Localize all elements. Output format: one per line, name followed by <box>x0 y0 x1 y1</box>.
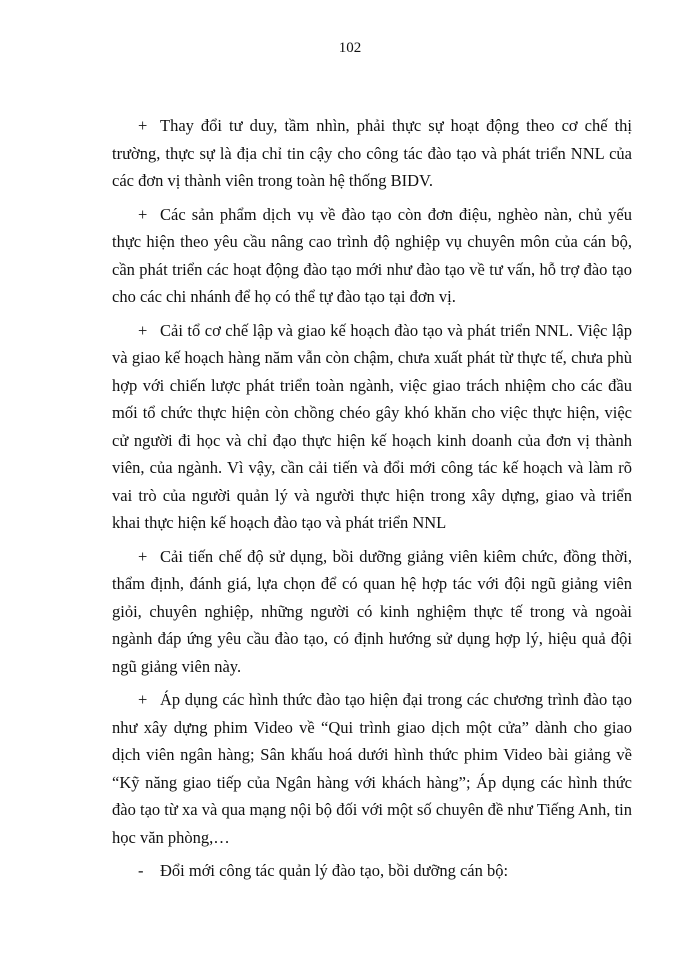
paragraph-4 <box>112 543 632 681</box>
bullet-plus: + <box>138 320 148 340</box>
paragraph-1 <box>112 112 632 195</box>
dash-item-text: Đổi mới công tác quản lý đào tạo, bồi dưỡng cán bộ: <box>160 861 509 880</box>
bullet-dash: - <box>138 861 144 880</box>
paragraph-5 <box>112 686 632 851</box>
paragraph-text: Các sản phẩm dịch vụ về đào tạo còn đơn điệu, nghèo nàn, chủ yếu thực hiện theo yêu cầu nâng cao trình độ nghiệp vụ chuyên môn của cán bộ, cần phát triển các hoạt động đào tạo mới như đào tạo về tư vấn, hỗ trợ đào tạo cho các chi nhánh để họ có thể tự đào tạo tại đơn vị. <box>112 204 632 306</box>
dash-item <box>112 857 632 885</box>
bullet-plus: + <box>138 204 148 224</box>
paragraph-text: Cải tổ cơ chế lập và giao kế hoạch đào tạo và phát triển NNL. Việc lập và giao kế hoạch hàng năm vẫn còn chậm, chưa xuất phát từ thực tế, chưa phù hợp với chiến lược phát triển toàn ngành, việc giao trách nhiệm cho các đầu mối tổ chức thực hiện còn chồng chéo gây khó khăn cho việc thực hiện, việc cử người đi học và chỉ đạo thực hiện kế hoạch kinh doanh của đơn vị thành viên, của ngành. Vì vậy, cần cải tiến và đổi mới công tác kế hoạch và làm rõ vai trò của người quản lý và người thực hiện trong xây dựng, giao và triển khai thực hiện kế hoạch đào tạo và phát triển NNL <box>112 320 632 532</box>
paragraph-text: Áp dụng các hình thức đào tạo hiện đại trong các chương trình đào tạo như xây dựng phim Video về “Qui trình giao dịch một cửa” dành cho giao dịch viên ngân hàng; Sân khấu hoá dưới hình thức phim Video bài giảng về “Kỹ năng giao tiếp của Ngân hàng với khách hàng”; Áp dụng các hình thức đào tạo từ xa và qua mạng nội bộ đối với một số chuyên đề như Tiếng Anh, tin học văn phòng,… <box>112 690 632 847</box>
paragraph-3 <box>112 317 632 537</box>
paragraph-text: Cải tiến chế độ sử dụng, bồi dưỡng giảng viên kiêm chức, đồng thời, thẩm định, đánh giá, lựa chọn để có quan hệ hợp tác với đội ngũ giảng viên giỏi, chuyên nghiệp, những người có kinh nghiệm thực tế trong và ngoài ngành đáp ứng yêu cầu đào tạo, có định hướng sử dụng hợp lý, hiệu quả đội ngũ giảng viên này. <box>112 546 632 676</box>
bullet-plus: + <box>138 690 148 709</box>
paragraph-text: Thay đổi tư duy, tầm nhìn, phải thực sự hoạt động theo cơ chế thị trường, thực sự là địa chỉ tin cậy cho công tác đào tạo và phát triển NNL của các đơn vị thành viên trong toàn hệ thống BIDV. <box>112 116 632 190</box>
document-body <box>112 112 632 885</box>
bullet-plus: + <box>138 116 148 135</box>
paragraph-2 <box>112 201 632 311</box>
bullet-plus: + <box>138 546 148 566</box>
page-number: 102 <box>338 40 362 56</box>
